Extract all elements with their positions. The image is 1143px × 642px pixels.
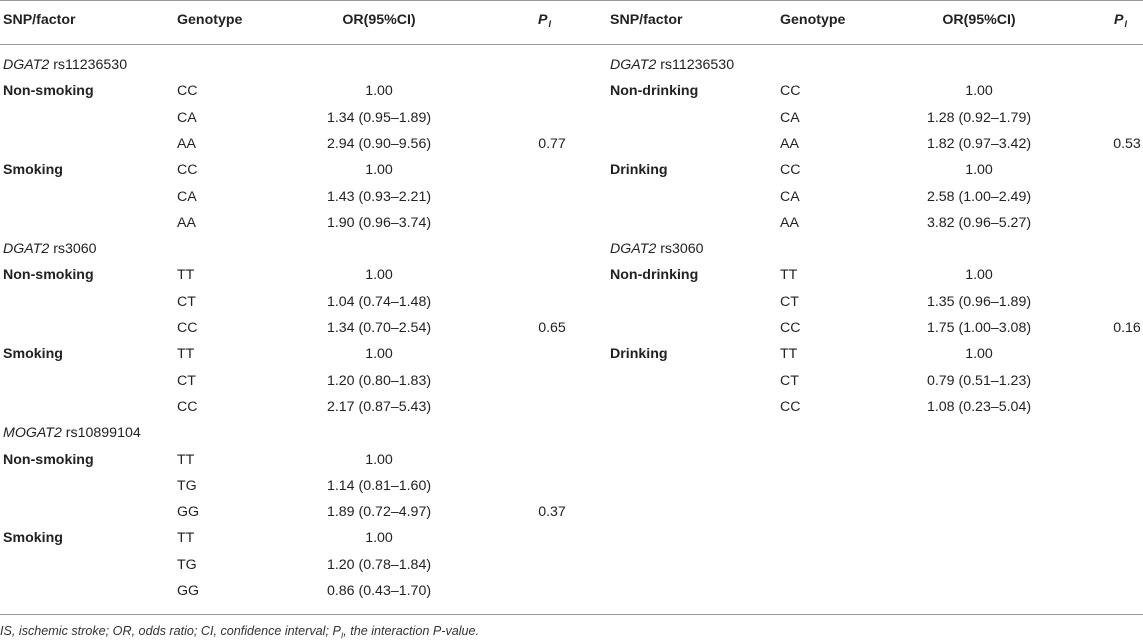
factor-label: Non-smoking xyxy=(3,83,94,100)
genotype-cell: CA xyxy=(177,109,197,126)
odds-ratio-cell: 1.04 (0.74–1.48) xyxy=(326,293,432,310)
gene-name: DGAT2 xyxy=(610,57,657,73)
snp-id: rs11236530 xyxy=(49,57,128,73)
odds-ratio-cell: 1.35 (0.96–1.89) xyxy=(926,293,1032,310)
odds-ratio-cell: 1.00 xyxy=(365,267,393,284)
odds-ratio-cell: 1.28 (0.92–1.79) xyxy=(926,109,1032,126)
odds-ratio-cell: 2.58 (1.00–2.49) xyxy=(926,188,1032,205)
header-genotype-right: Genotype xyxy=(780,12,846,28)
interaction-p-value: 0.37 xyxy=(538,504,566,521)
interaction-p-value: 0.53 xyxy=(1113,135,1141,152)
odds-ratio-cell: 1.00 xyxy=(365,346,393,363)
genotype-cell: TT xyxy=(177,267,195,284)
odds-ratio-cell: 1.00 xyxy=(965,267,993,284)
odds-ratio-cell: 1.90 (0.96–3.74) xyxy=(326,214,432,231)
snp-group-heading xyxy=(3,241,97,258)
factor-label: Smoking xyxy=(3,346,63,363)
genotype-cell: CC xyxy=(177,320,198,336)
odds-ratio-cell: 1.20 (0.78–1.84) xyxy=(326,556,432,573)
genotype-cell: CC xyxy=(780,83,801,100)
table-top-rule xyxy=(0,0,1143,1)
genotype-cell: CC xyxy=(177,398,198,415)
odds-ratio-cell: 1.00 xyxy=(965,162,993,179)
genotype-cell: CT xyxy=(780,372,799,389)
footnote-text-end: , the interaction P-value. xyxy=(343,624,480,638)
header-snp-factor-left: SNP/factor xyxy=(3,12,76,28)
genotype-cell: CA xyxy=(780,188,800,205)
genotype-cell: CT xyxy=(177,293,196,310)
snp-group-heading xyxy=(610,241,704,258)
odds-ratio-cell: 1.89 (0.72–4.97) xyxy=(326,504,432,521)
header-rule xyxy=(0,44,1143,45)
header-or-left: OR(95%CI) xyxy=(342,12,416,28)
snp-group-heading xyxy=(3,57,127,74)
odds-ratio-cell: 1.00 xyxy=(365,162,393,179)
snp-id: rs3060 xyxy=(656,241,704,258)
factor-label: Drinking xyxy=(610,346,668,363)
genotype-cell: TT xyxy=(780,346,798,363)
odds-ratio-cell: 1.00 xyxy=(965,346,993,363)
genotype-cell: AA xyxy=(177,214,196,231)
odds-ratio-cell: 1.00 xyxy=(365,83,393,100)
footnote-subscript: I xyxy=(340,630,344,641)
genotype-cell: AA xyxy=(780,214,799,231)
genotype-cell: CC xyxy=(177,83,198,100)
odds-ratio-cell: 1.43 (0.93–2.21) xyxy=(326,188,432,205)
genotype-cell: GG xyxy=(177,583,200,599)
header-or-right: OR(95%CI) xyxy=(942,12,1016,28)
odds-ratio-cell: 1.00 xyxy=(965,83,993,100)
interaction-p-value: 0.77 xyxy=(538,135,566,152)
footnote-text: IS, ischemic stroke; OR, odds ratio; CI, confidence interval; P xyxy=(0,624,341,638)
genotype-cell: TT xyxy=(177,451,195,468)
genotype-cell: CA xyxy=(177,188,197,205)
header-p-subscript: I xyxy=(1124,19,1127,29)
factor-label: Non-drinking xyxy=(610,83,699,100)
genotype-cell: CC xyxy=(177,162,198,179)
genotype-cell: CT xyxy=(177,372,196,389)
genotype-cell: TG xyxy=(177,556,197,573)
snp-group-heading xyxy=(610,57,734,74)
genotype-cell: TT xyxy=(177,346,195,363)
odds-ratio-cell: 2.94 (0.90–9.56) xyxy=(326,135,432,152)
header-p-left xyxy=(538,12,551,30)
gene-name: DGAT2 xyxy=(3,57,50,73)
genotype-cell: CA xyxy=(780,109,800,126)
odds-ratio-cell: 2.17 (0.87–5.43) xyxy=(326,398,432,415)
odds-ratio-cell: 1.82 (0.97–3.42) xyxy=(926,135,1032,152)
snp-id: rs10899104 xyxy=(61,425,141,442)
interaction-p-value: 0.65 xyxy=(538,320,566,336)
header-p-letter: P xyxy=(1114,12,1124,28)
odds-ratio-cell: 1.34 (0.95–1.89) xyxy=(326,109,432,126)
gene-name: DGAT2 xyxy=(610,241,657,258)
odds-ratio-cell: 3.82 (0.96–5.27) xyxy=(926,214,1032,231)
odds-ratio-cell: 1.75 (1.00–3.08) xyxy=(926,320,1032,336)
gene-name: DGAT2 xyxy=(3,241,50,258)
odds-ratio-cell: 1.34 (0.70–2.54) xyxy=(326,320,432,336)
genotype-cell: CT xyxy=(780,293,799,310)
factor-label: Smoking xyxy=(3,162,63,179)
odds-ratio-cell: 1.14 (0.81–1.60) xyxy=(326,477,432,494)
genotype-cell: AA xyxy=(177,135,196,152)
genotype-cell: TT xyxy=(780,267,798,284)
genotype-cell: CC xyxy=(780,398,801,415)
table-footnote xyxy=(0,624,479,641)
gene-name: MOGAT2 xyxy=(3,425,62,442)
header-p-letter: P xyxy=(538,12,548,28)
genotype-cell: CC xyxy=(780,320,801,336)
factor-label: Non-drinking xyxy=(610,267,699,284)
odds-ratio-cell: 1.00 xyxy=(365,451,393,468)
odds-ratio-cell: 1.00 xyxy=(365,530,393,547)
snp-id: rs3060 xyxy=(49,241,97,258)
header-genotype-left: Genotype xyxy=(177,12,243,28)
odds-ratio-cell: 1.20 (0.80–1.83) xyxy=(326,372,432,389)
factor-label: Non-smoking xyxy=(3,267,94,284)
odds-ratio-cell: 0.86 (0.43–1.70) xyxy=(326,583,432,599)
interaction-p-value: 0.16 xyxy=(1113,320,1141,336)
header-p-subscript: I xyxy=(548,19,551,29)
table-bottom-rule xyxy=(0,614,1143,615)
genotype-cell: TG xyxy=(177,477,197,494)
factor-label: Smoking xyxy=(3,530,63,547)
odds-ratio-cell: 1.08 (0.23–5.04) xyxy=(926,398,1032,415)
genotype-cell: TT xyxy=(177,530,195,547)
header-snp-factor-right: SNP/factor xyxy=(610,12,683,28)
genotype-cell: GG xyxy=(177,504,200,521)
snp-group-heading xyxy=(3,425,141,442)
odds-ratio-cell: 0.79 (0.51–1.23) xyxy=(926,372,1032,389)
genotype-cell: AA xyxy=(780,135,799,152)
snp-id: rs11236530 xyxy=(656,57,735,73)
header-p-right xyxy=(1114,12,1127,30)
factor-label: Non-smoking xyxy=(3,451,94,468)
genotype-cell: CC xyxy=(780,162,801,179)
factor-label: Drinking xyxy=(610,162,668,179)
